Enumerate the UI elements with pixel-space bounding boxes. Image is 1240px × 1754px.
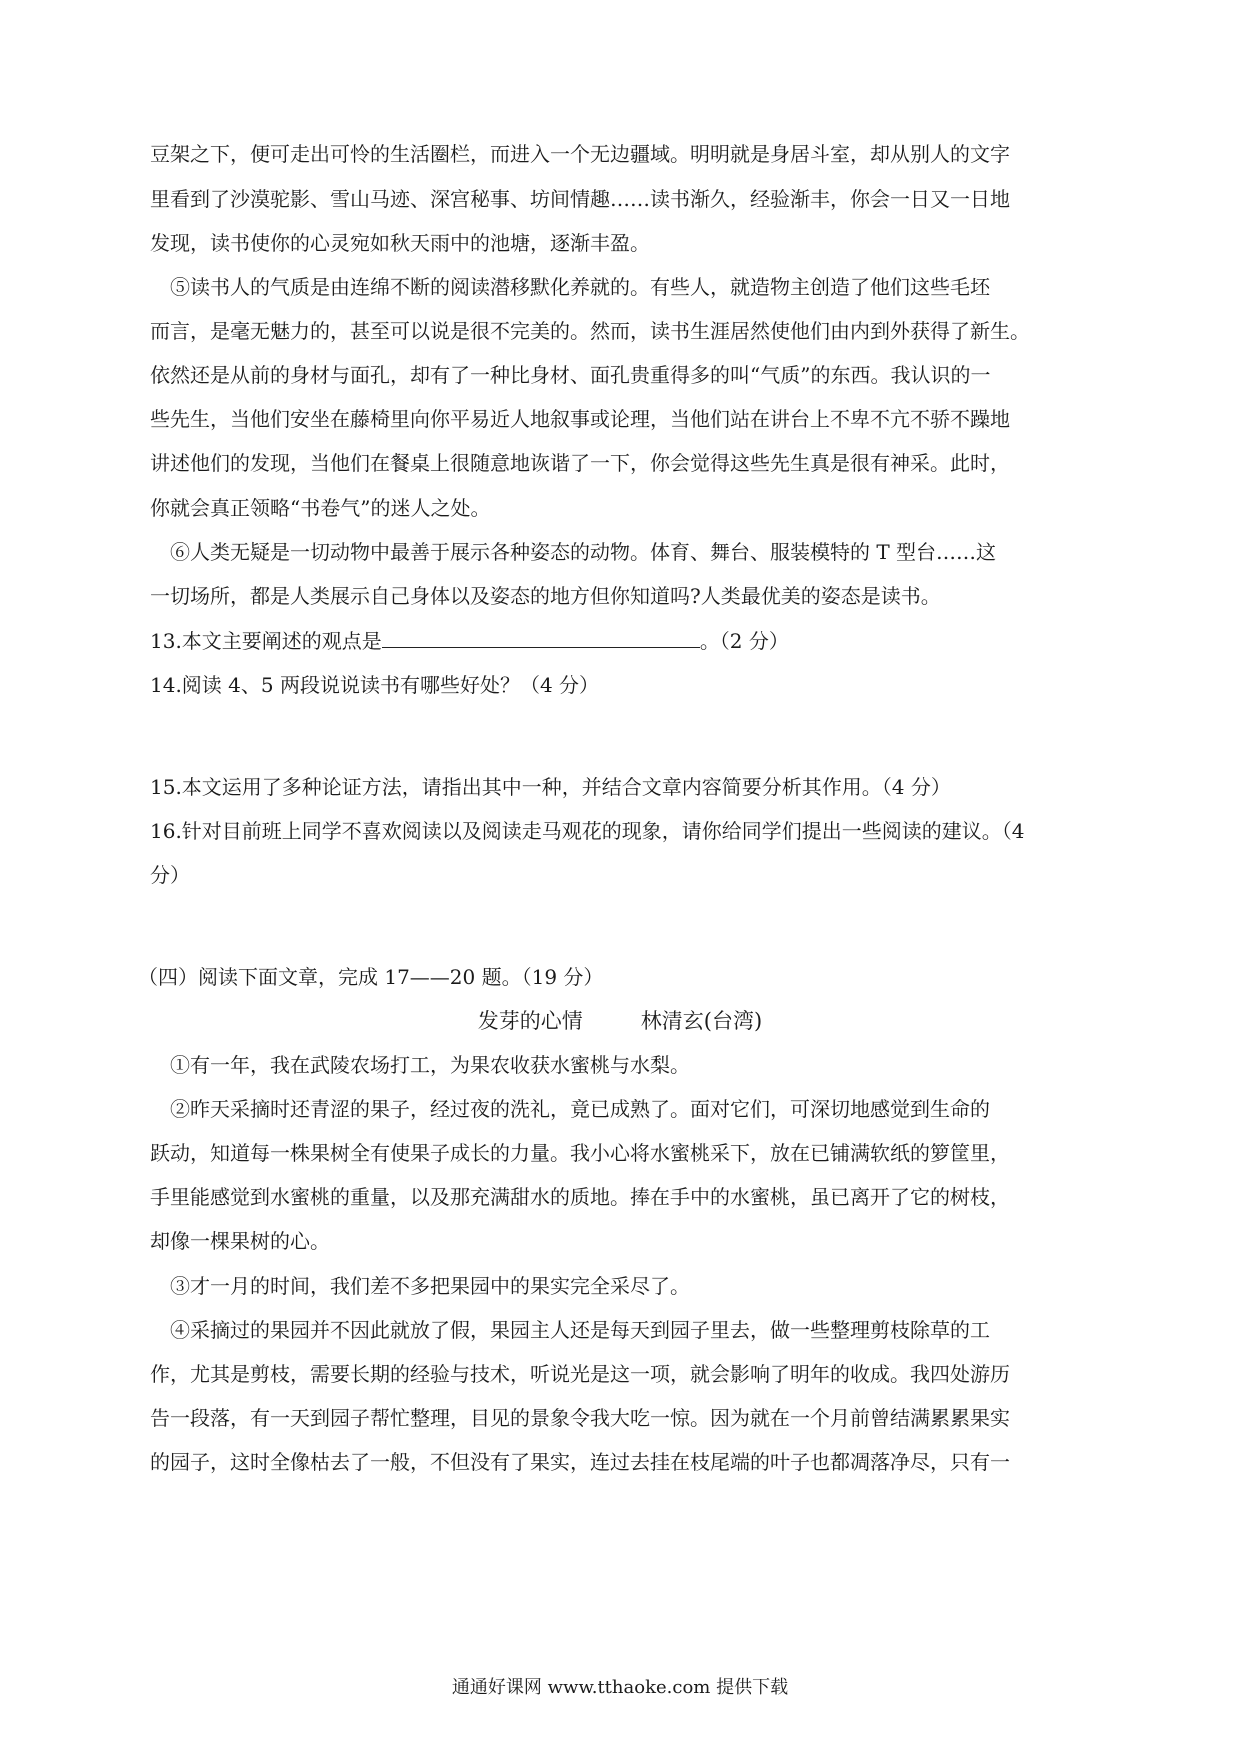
question-13-prefix: 13.本文主要阐述的观点是 <box>150 629 382 653</box>
question-14: 14.阅读 4、5 两段说说读书有哪些好处？（4 分） <box>150 673 600 697</box>
article-line: 手里能感觉到水蜜桃的重量，以及那充满甜水的质地。捧在手中的水蜜桃，虽已离开了它的树枝， <box>150 1185 1010 1209</box>
question-13 <box>150 626 1090 656</box>
article-title: 发芽的心情 <box>477 1009 583 1033</box>
passage-line: 依然还是从前的身材与面孔，却有了一种比身材、面孔贵重得多的叫“气质”的东西。我认识的一 <box>150 363 991 387</box>
passage-line: 些先生，当他们安坐在藤椅里向你平易近人地叙事或论理，当他们站在讲台上不卑不亢不骄不躁地 <box>150 407 1010 431</box>
article-line: ④采摘过的果园并不因此就放了假，果园主人还是每天到园子里去，做一些整理剪枝除草的工 <box>150 1318 990 1342</box>
page-footer: 通通好课网 www.tthaoke.com 提供下载 <box>451 1677 789 1698</box>
article-line: ①有一年，我在武陵农场打工，为果农收获水蜜桃与水梨。 <box>150 1053 690 1077</box>
question-13-suffix: 。（2 分） <box>699 629 789 653</box>
article-author: 林清玄(台湾) <box>640 1009 763 1033</box>
article-title-line <box>0 1006 1240 1036</box>
passage-line: 你就会真正领略“书卷气”的迷人之处。 <box>150 496 491 520</box>
article-line: 告一段落，有一天到园子帮忙整理，目见的景象令我大吃一惊。因为就在一个月前曾结满累累果实 <box>150 1406 1010 1430</box>
passage-line: 而言，是毫无魅力的，甚至可以说是很不完美的。然而，读书生涯居然使他们由内到外获得了新生。 <box>150 319 1030 343</box>
passage-line: 讲述他们的发现，当他们在餐桌上很随意地诙谐了一下，你会觉得这些先生真是很有神采。此时， <box>150 451 1010 475</box>
passage-line: 一切场所，都是人类展示自己身体以及姿态的地方但你知道吗?人类最优美的姿态是读书。 <box>150 584 941 608</box>
article-line: ②昨天采摘时还青涩的果子，经过夜的洗礼，竟已成熟了。面对它们，可深切地感觉到生命的 <box>150 1097 990 1121</box>
question-16: 16.针对目前班上同学不喜欢阅读以及阅读走马观花的现象，请你给同学们提出一些阅读的建议。（4 <box>150 819 1025 843</box>
answer-blank[interactable] <box>382 627 700 648</box>
article-line: 作，尤其是剪枝，需要长期的经验与技术，听说光是这一项，就会影响了明年的收成。我四处游历 <box>150 1362 1010 1386</box>
section-heading: （四）阅读下面文章，完成 17——20 题。（19 分） <box>138 965 604 989</box>
article-line: 的园子，这时全像枯去了一般，不但没有了果实，连过去挂在枝尾端的叶子也都凋落净尽，只有一 <box>150 1450 1010 1474</box>
question-16-cont: 分） <box>150 863 190 887</box>
article-line: 跃动，知道每一株果树全有使果子成长的力量。我小心将水蜜桃采下，放在已铺满软纸的箩筐里， <box>150 1141 1010 1165</box>
passage-line: 豆架之下，便可走出可怜的生活圈栏，而进入一个无边疆域。明明就是身居斗室，却从别人的文字 <box>150 142 1010 166</box>
passage-line: ⑤读书人的气质是由连绵不断的阅读潜移默化养就的。有些人，就造物主创造了他们这些毛坯 <box>150 275 990 299</box>
passage-line: 里看到了沙漠驼影、雪山马迹、深宫秘事、坊间情趣……读书渐久，经验渐丰，你会一日又一日地 <box>150 187 1010 211</box>
passage-line: 发现，读书使你的心灵宛如秋天雨中的池塘，逐渐丰盈。 <box>150 231 650 255</box>
question-15: 15.本文运用了多种论证方法，请指出其中一种，并结合文章内容简要分析其作用。（4 分） <box>150 775 951 799</box>
article-line: 却像一棵果树的心。 <box>150 1229 330 1253</box>
article-line: ③才一月的时间，我们差不多把果园中的果实完全采尽了。 <box>150 1274 690 1298</box>
passage-line: ⑥人类无疑是一切动物中最善于展示各种姿态的动物。体育、舞台、服装模特的 T 型台……这 <box>150 540 997 564</box>
